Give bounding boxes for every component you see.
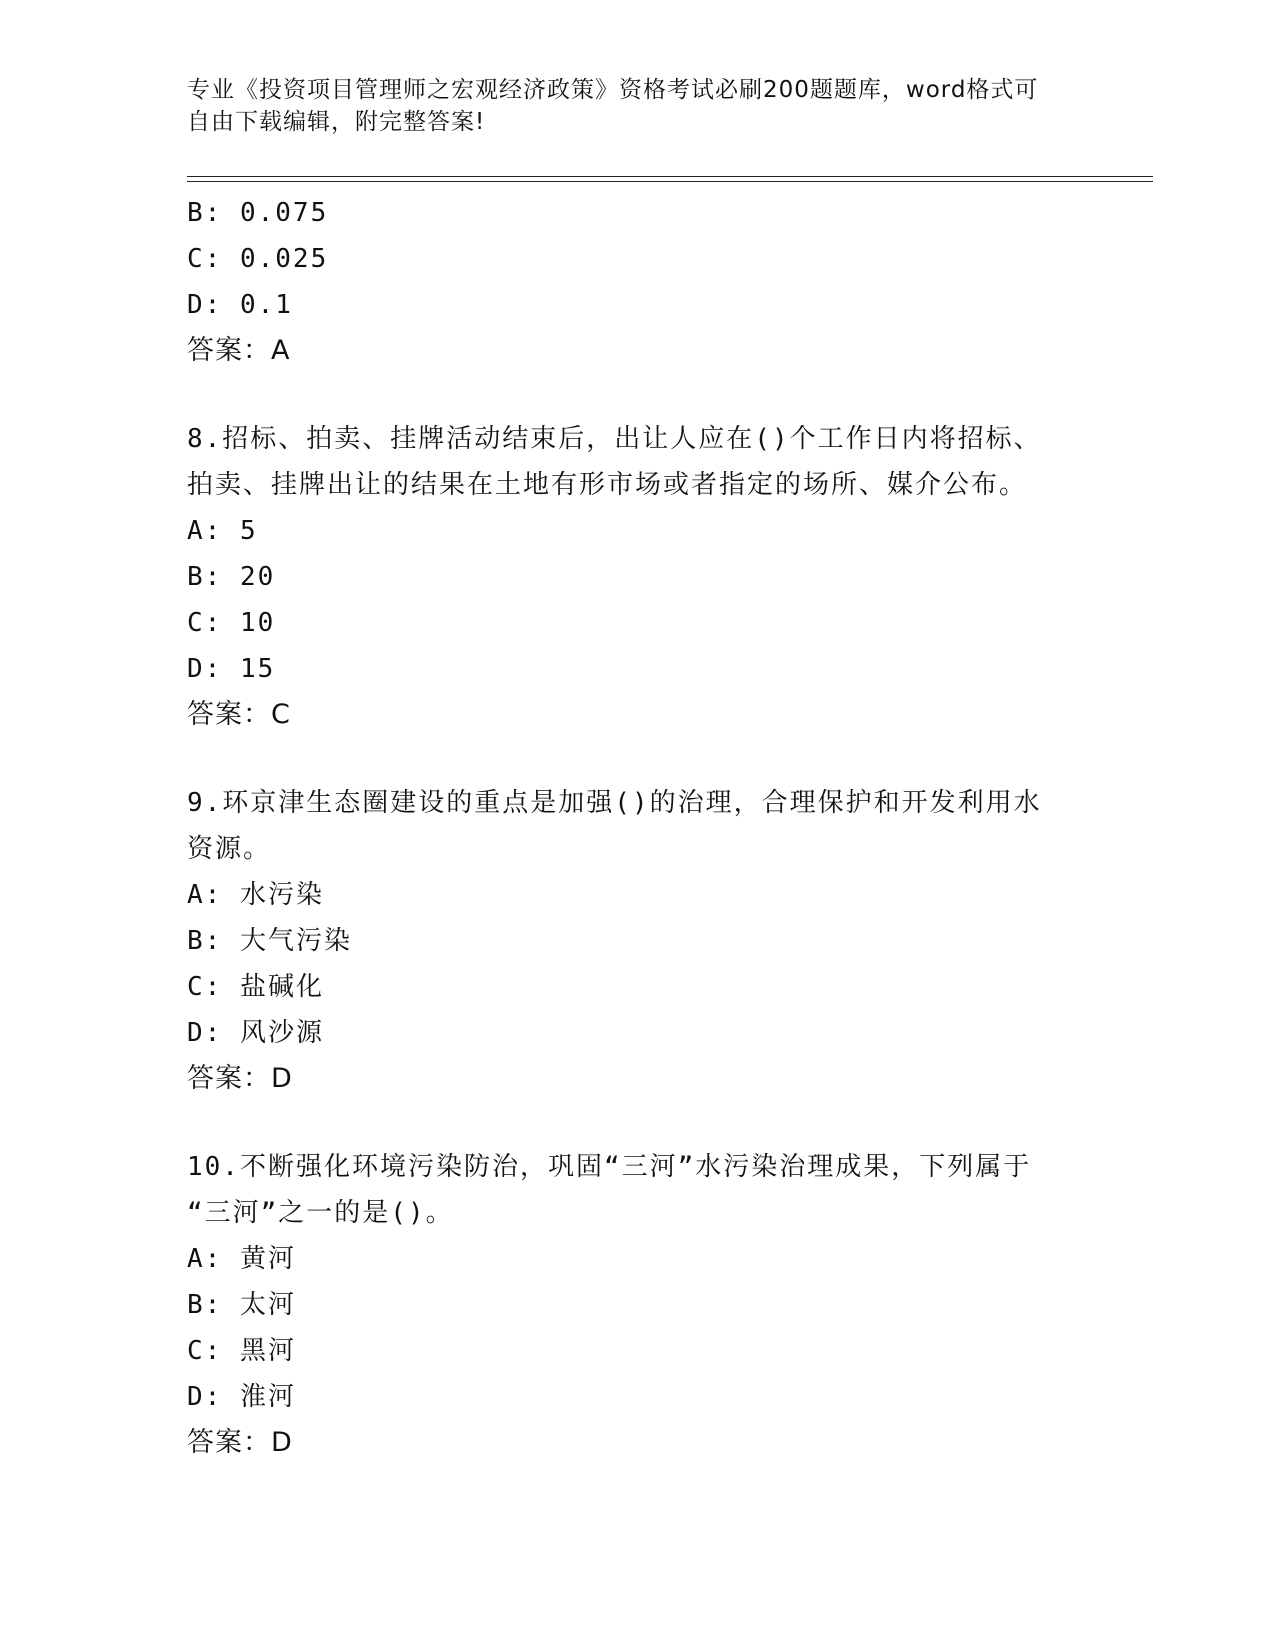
question-8 [187, 416, 1087, 738]
option-c: C: 盐碱化 [187, 972, 324, 1002]
spacer [187, 1102, 1087, 1144]
option-d: D: 淮河 [187, 1382, 296, 1412]
question-stem-line-1: 9.环京津生态圈建设的重点是加强()的治理，合理保护和开发利用水 [187, 788, 1042, 818]
option-c: C: 黑河 [187, 1336, 296, 1366]
spacer [187, 738, 1087, 780]
answer-line: 答案：D [187, 1063, 293, 1094]
option-c: C: 0.025 [187, 244, 329, 274]
question-9 [187, 780, 1087, 1102]
header-divider-top [187, 176, 1153, 177]
option-a: A: 水污染 [187, 880, 324, 910]
answer-line: 答案：C [187, 699, 291, 730]
option-b: B: 太河 [187, 1290, 296, 1320]
option-d: D: 0.1 [187, 290, 293, 320]
question-list [187, 190, 1087, 1466]
option-d: D: 15 [187, 654, 276, 684]
header-line-2: 自由下载编辑，附完整答案! [187, 109, 486, 135]
header-divider-bottom [187, 181, 1153, 182]
question-stem-line-1: 8.招标、拍卖、挂牌活动结束后，出让人应在()个工作日内将招标、 [187, 424, 1042, 454]
option-b: B: 0.075 [187, 198, 329, 228]
question-stem-line-1: 10.不断强化环境污染防治，巩固“三河”水污染治理成果，下列属于 [187, 1152, 1032, 1182]
question-stem-line-2: “三河”之一的是()。 [187, 1198, 454, 1228]
prev-question-block [187, 190, 1087, 374]
option-b: B: 20 [187, 562, 276, 592]
question-stem-line-2: 拍卖、挂牌出让的结果在土地有形市场或者指定的场所、媒介公布。 [187, 470, 1028, 500]
option-a: A: 黄河 [187, 1244, 296, 1274]
question-10 [187, 1144, 1087, 1466]
answer-line: 答案：D [187, 1427, 293, 1458]
answer-line: 答案：A [187, 335, 291, 366]
option-d: D: 风沙源 [187, 1018, 324, 1048]
header-line-1: 专业《投资项目管理师之宏观经济政策》资格考试必刷200题题库，word格式可 [187, 77, 1039, 103]
question-stem-line-2: 资源。 [187, 834, 272, 864]
option-c: C: 10 [187, 608, 276, 638]
option-a: A: 5 [187, 516, 258, 546]
option-b: B: 大气污染 [187, 926, 352, 956]
document-header [187, 74, 1067, 138]
spacer [187, 374, 1087, 416]
